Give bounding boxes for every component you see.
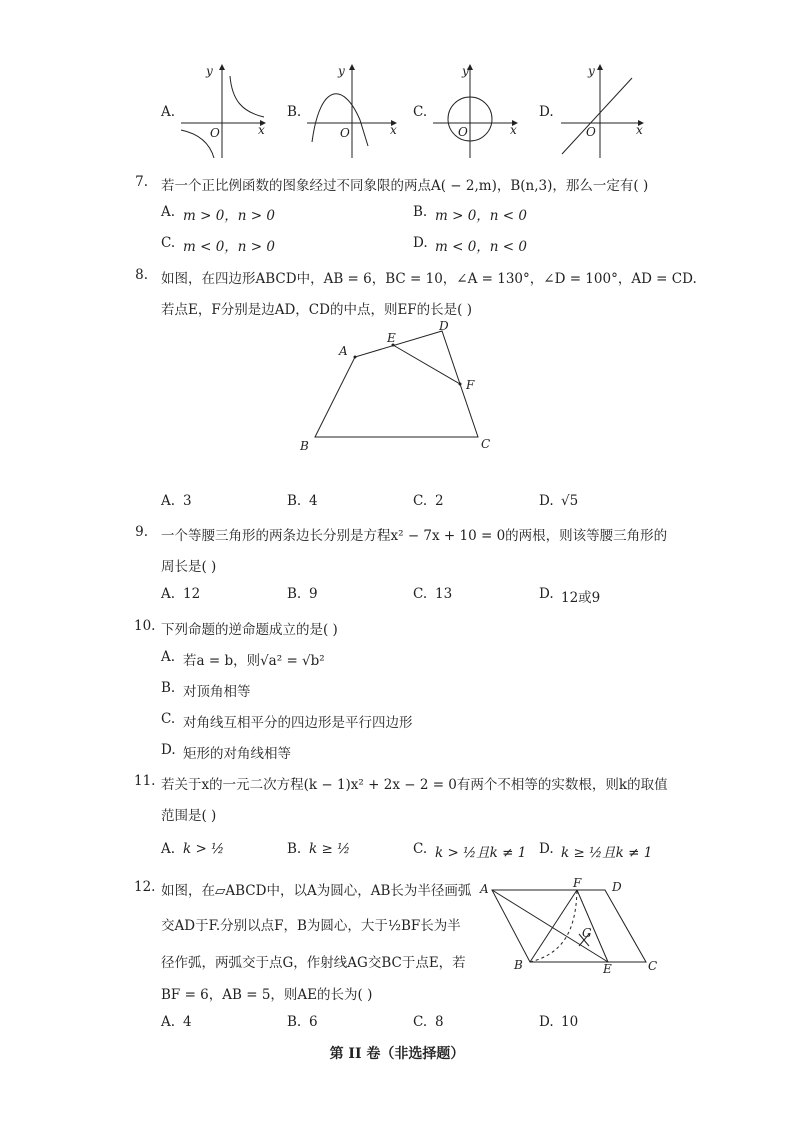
q9-option-d-text: 12或9 [561,590,601,606]
q11-option-a-text: k > ½ [183,841,225,857]
q9-option-a-text: 12 [183,586,201,602]
q6-option-d-label: D. [539,104,554,120]
question-number: 12. [134,879,156,895]
q7-option-c-label: C. [161,235,176,251]
q6-c-x-label: x [510,123,517,137]
q8-label-b: B [300,439,309,453]
q7-option-b-text: m > 0，n < 0 [435,208,527,224]
q6-option-c-label: C. [413,104,428,120]
q12-option-b-label: B. [287,1014,302,1030]
question-number: 7. [135,174,148,190]
q11-option-b-text: k ≥ ½ [309,841,351,857]
q6-option-a-label: A. [161,104,176,120]
q6-graph-b [302,62,402,160]
question-stem-line3: 径作弧，两弧交于点G，作射线AG交BC于点E，若 [161,955,466,971]
q8-label-f: F [466,378,475,392]
q9-option-a-label: A. [161,586,176,602]
q6-d-x-label: x [636,123,643,137]
q6-b-x-label: x [390,123,397,137]
question-stem-line1: 一个等腰三角形的两条边长分别是方程x² − 7x + 10 = 0的两根，则该等腰三角形的 [161,528,668,544]
q10-option-a-label: A. [161,649,176,665]
q12-label-d: D [612,880,622,894]
q6-d-y-label: y [588,64,595,78]
q6-b-origin-label: O [340,126,350,140]
q8-option-a-text: 3 [183,493,192,509]
q8-option-d-label: D. [539,493,554,509]
q6-option-b-label: B. [287,104,302,120]
q7-option-a-label: A. [161,204,176,220]
q12-option-a-text: 4 [183,1014,192,1030]
q8-option-d-text: √5 [561,493,579,509]
q11-option-c-label: C. [413,841,428,857]
q6-graph-d [556,62,651,160]
q8-label-d: D [439,319,449,333]
q7-option-a-text: m > 0，n > 0 [183,208,275,224]
q7-option-d-text: m < 0，n < 0 [435,239,527,255]
q8-label-c: C [481,437,491,451]
q12-option-c-label: C. [413,1014,428,1030]
q12-option-a-label: A. [161,1014,176,1030]
q12-label-g: G [582,926,592,940]
section-title: 第 II 卷（非选择题） [329,1046,465,1062]
q11-option-a-label: A. [161,841,176,857]
q6-graph-a [176,62,271,160]
q10-option-a-text: 若a = b，则√a² = √b² [183,653,325,669]
question-stem-line1: 若关于x的一元二次方程(k − 1)x² + 2x − 2 = 0有两个不相等的实数根，则k的取值 [161,777,668,793]
q10-option-c-label: C. [161,711,176,727]
q9-option-d-label: D. [539,586,554,602]
question-stem: 若一个正比例函数的图象经过不同象限的两点A( − 2,m)，B(n,3)，那么一定有( ) [161,178,649,194]
q6-a-origin-label: O [210,126,220,140]
question-number: 11. [134,773,156,789]
question-stem-line4: BF = 6，AB = 5，则AE的长为( ) [161,987,373,1003]
q11-option-d-label: D. [539,841,554,857]
q12-label-e: E [603,962,612,974]
q10-option-b-label: B. [161,680,176,696]
q12-option-d-label: D. [539,1014,554,1030]
q6-a-y-label: y [206,64,213,78]
question-number: 10. [134,618,156,634]
question-stem-line2: 周长是( ) [161,559,217,575]
q8-option-c-label: C. [413,493,428,509]
question-stem-line2: 若点E，F分别是边AD，CD的中点，则EF的长是( ) [161,302,472,318]
q12-label-c: C [648,959,658,973]
q7-option-b-label: B. [413,204,428,220]
q8-option-b-label: B. [287,493,302,509]
q6-c-y-label: y [462,64,469,78]
question-stem-line1: 如图，在▱ABCD中，以A为圆心，AB长为半径画弧 [161,883,472,899]
q12-label-b: B [514,958,523,972]
q11-option-c-text: k > ½且k ≠ 1 [435,845,527,861]
question-stem-line2: 交AD于F.分别以点F，B为圆心，大于½BF长为半 [161,918,461,934]
q10-option-c-text: 对角线互相平分的四边形是平行四边形 [183,715,413,731]
question-stem: 下列命题的逆命题成立的是( ) [161,622,338,638]
q9-option-c-text: 13 [435,586,453,602]
q8-label-e: E [387,331,396,345]
q10-option-d-text: 矩形的对角线相等 [183,746,291,762]
question-stem-line1: 如图，在四边形ABCD中，AB = 6，BC = 10，∠A = 130°，∠D = 100°，AD = CD. [161,271,697,287]
question-number: 8. [135,267,148,283]
q6-b-y-label: y [338,64,345,78]
q9-option-c-label: C. [413,586,428,602]
q8-label-a: A [339,344,348,358]
q10-option-d-label: D. [161,742,176,758]
q12-option-c-text: 8 [435,1014,444,1030]
q8-option-c-text: 2 [435,493,444,509]
q8-quadrilateral-figure [298,318,498,458]
question-stem-line2: 范围是( ) [161,808,217,824]
q12-option-d-text: 10 [561,1014,579,1030]
q12-label-f: F [573,876,582,890]
q6-a-x-label: x [258,123,265,137]
q9-option-b-text: 9 [309,586,318,602]
q10-option-b-text: 对顶角相等 [183,684,251,700]
q7-option-d-label: D. [413,235,428,251]
q8-option-a-label: A. [161,493,176,509]
q6-d-origin-label: O [586,125,596,139]
q11-option-b-label: B. [287,841,302,857]
q6-c-origin-label: O [458,125,468,139]
q12-label-a: A [480,882,489,896]
q8-option-b-text: 4 [309,493,318,509]
q11-option-d-text: k ≥ ½且k ≠ 1 [561,845,653,861]
q7-option-c-text: m < 0，n > 0 [183,239,275,255]
q6-graph-c [428,62,528,160]
q12-option-b-text: 6 [309,1014,318,1030]
q12-parallelogram-figure [478,874,668,974]
q9-option-b-label: B. [287,586,302,602]
question-number: 9. [135,524,148,540]
